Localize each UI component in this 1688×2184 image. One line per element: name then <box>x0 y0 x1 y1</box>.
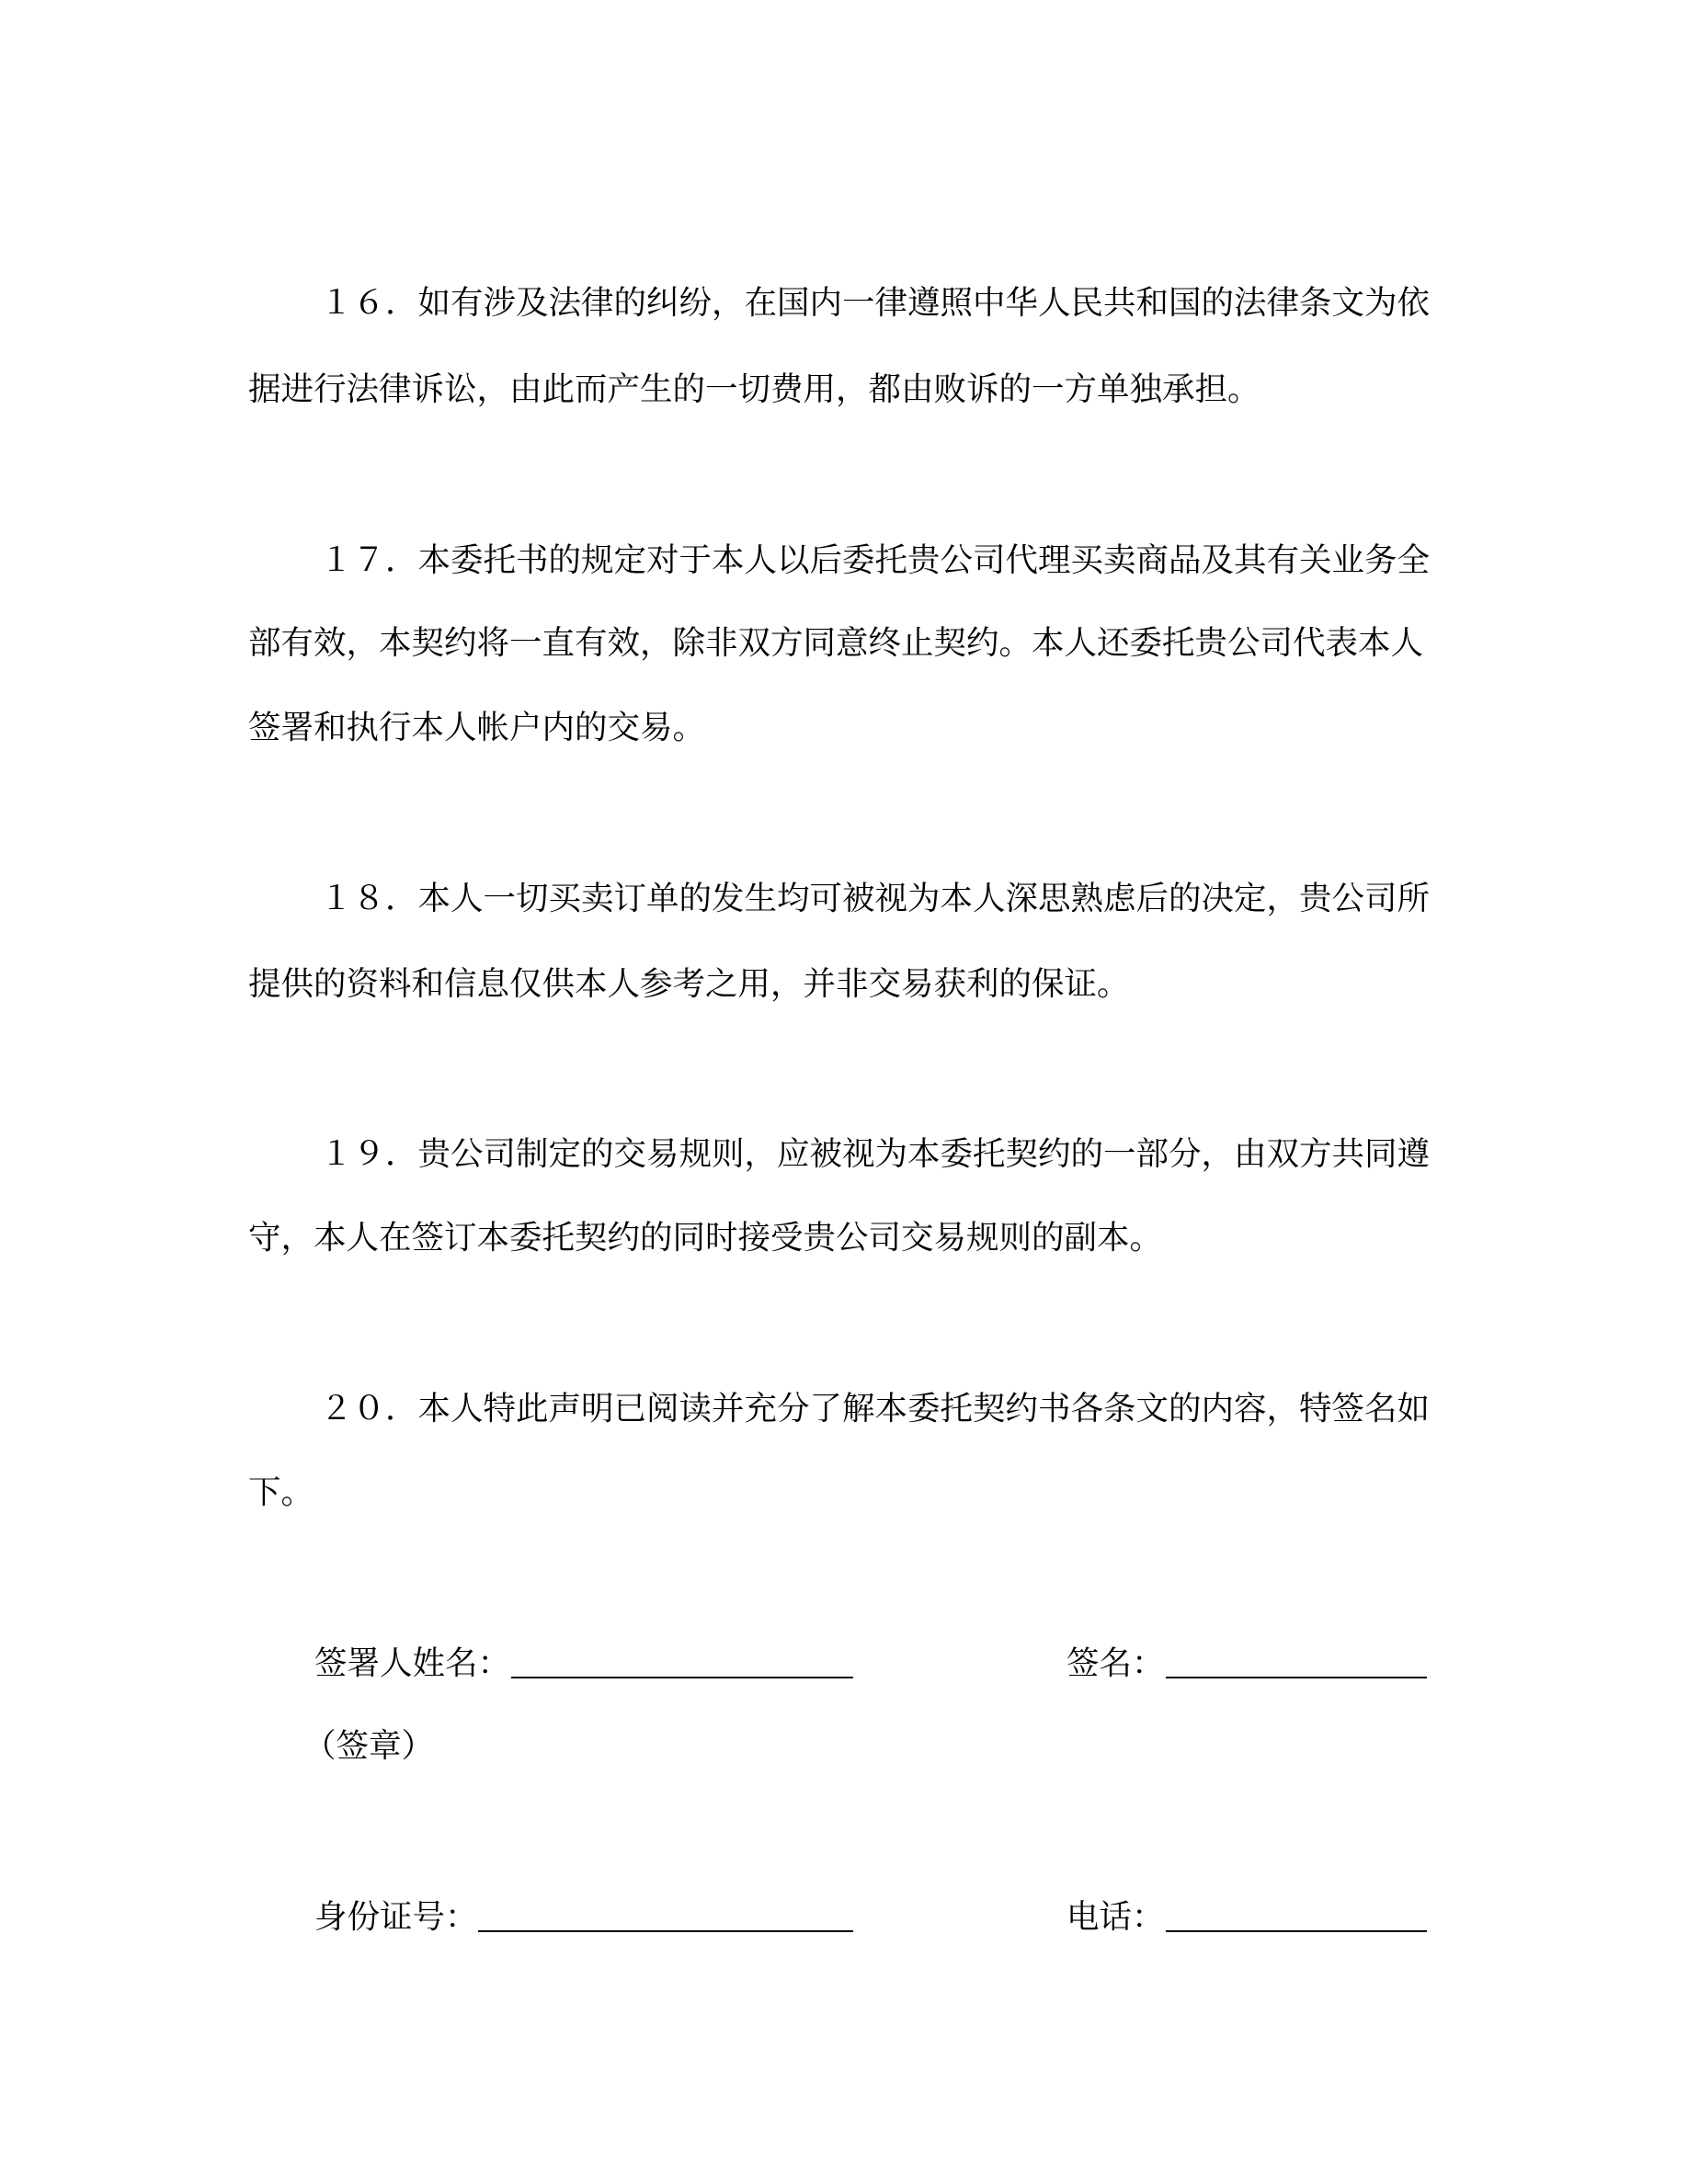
clause-line: 签署和执行本人帐户内的交易。 <box>248 709 706 746</box>
clause-line: 守，本人在签订本委托契约的同时接受贵公司交易规则的副本。 <box>248 1219 1163 1257</box>
phone-label: 电话： <box>1066 1898 1165 1936</box>
clause-line: 据进行法律诉讼，由此而产生的一切费用，都由败诉的一方单独承担。 <box>248 370 1260 408</box>
signer-name-label: 签署人姓名： <box>314 1644 511 1682</box>
clause-line: １７．本委托书的规定对于本人以后委托贵公司代理买卖商品及其有关业务全 <box>320 541 1431 579</box>
id-number-label: 身份证号： <box>314 1898 478 1936</box>
clause-line: １９．贵公司制定的交易规则，应被视为本委托契约的一部分，由双方共同遵 <box>320 1135 1431 1173</box>
clause-line: 提供的资料和信息仅供本人参考之用，并非交易获利的保证。 <box>248 965 1130 1003</box>
signature-label: 签名： <box>1066 1644 1165 1682</box>
phone-field[interactable] <box>1166 1930 1427 1932</box>
clause-line: 下。 <box>248 1473 314 1511</box>
signer-name-field[interactable] <box>511 1677 853 1678</box>
signature-field[interactable] <box>1166 1677 1427 1678</box>
clause-line: １６．如有涉及法律的纠纷，在国内一律遵照中华人民共和国的法律条文为依 <box>320 284 1431 322</box>
seal-label: （签章） <box>303 1727 435 1765</box>
clause-line: １８．本人一切买卖订单的发生均可被视为本人深思熟虑后的决定，贵公司所 <box>320 880 1431 917</box>
clause-line: 部有效，本契约将一直有效，除非双方同意终止契约。本人还委托贵公司代表本人 <box>248 624 1424 662</box>
id-number-field[interactable] <box>478 1930 853 1932</box>
clause-line: ２０．本人特此声明已阅读并充分了解本委托契约书各条文的内容，特签名如 <box>320 1390 1431 1428</box>
